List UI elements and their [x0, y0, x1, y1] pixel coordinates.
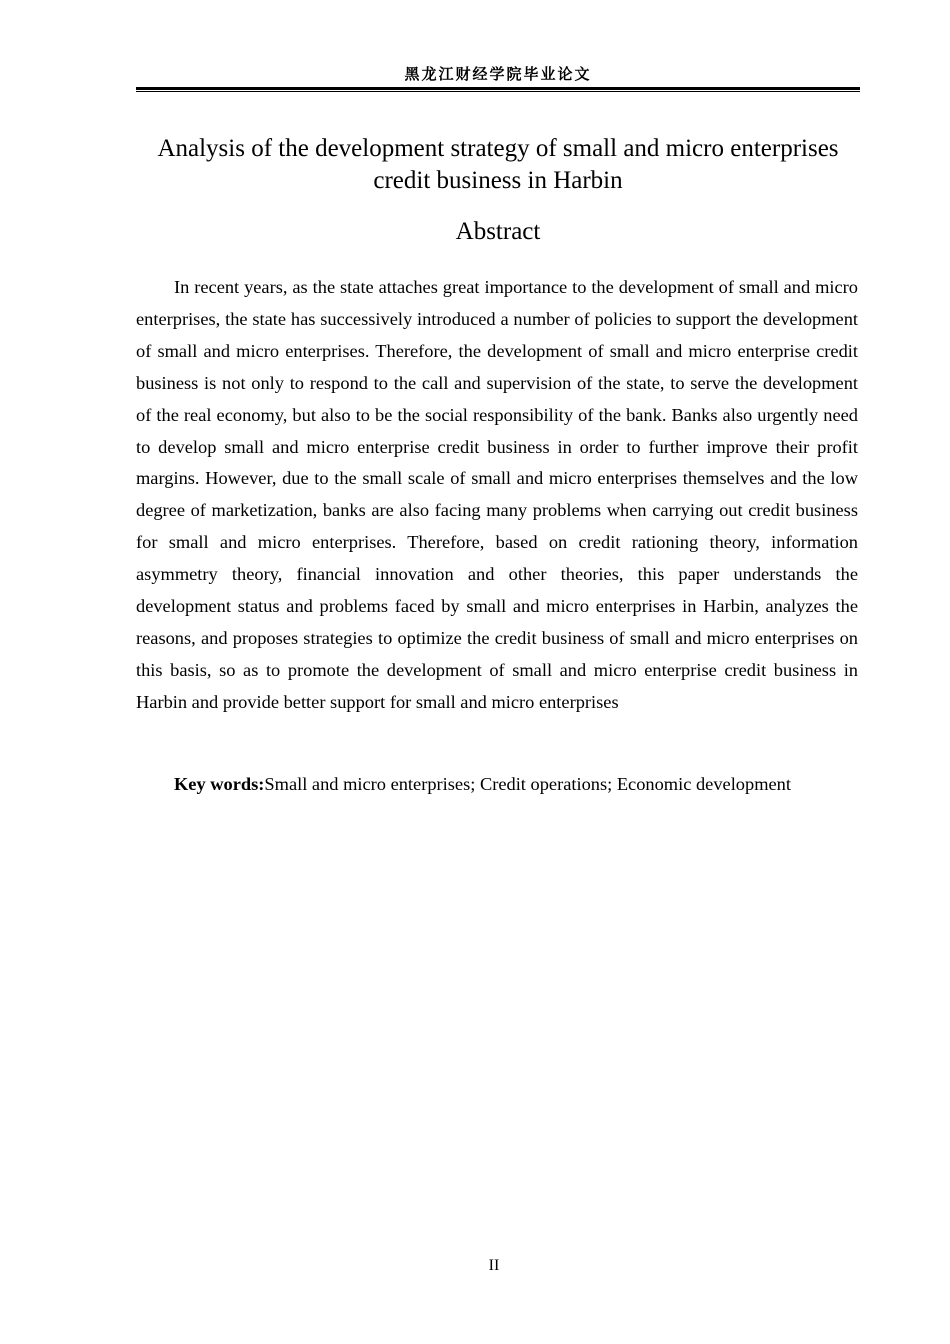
paper-title: Analysis of the development strategy of small and micro enterprises credit business in Harbin	[157, 135, 839, 194]
abstract-heading: Abstract	[455, 218, 541, 245]
header-rule-thick	[136, 87, 860, 90]
keywords-line	[136, 768, 858, 800]
keywords-text: Small and micro enterprises; Credit operations; Economic development	[264, 774, 791, 794]
running-header: 黑龙江财经学院毕业论文	[404, 65, 592, 83]
page-number: II	[488, 1257, 500, 1274]
keywords-label: Key words:	[174, 774, 265, 794]
header-rule-thin	[136, 91, 860, 92]
abstract-body: In recent years, as the state attaches great importance to the development of small and micro enterprises, the state has successively introduced a number of policies to support the development of small and micro enterprises. Therefore, the development of small and micro enterprise credit business is not only to respond to the call and supervision of the state, to serve the development of the real economy, but also to be the social responsibility of the bank. Banks also urgently need to develop small and micro enterprise credit business in order to further improve their profit margins. However, due to the small scale of small and micro enterprises themselves and the low degree of marketization, banks are also facing many problems when carrying out credit business for small and micro enterprises. Therefore, based on credit rationing theory, information asymmetry theory, financial innovation and other theories, this paper understands the development status and problems faced by small and micro enterprises in Harbin, analyzes the reasons, and proposes strategies to optimize the credit business of small and micro enterprises on this basis, so as to promote the development of small and micro enterprise credit business in Harbin and provide better support for small and micro enterprises	[136, 277, 858, 712]
